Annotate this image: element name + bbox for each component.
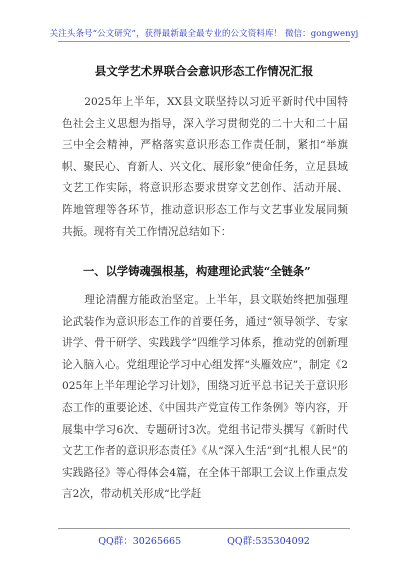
section-1-paragraph: 理论清醒方能政治坚定。上半年，县文联始终把加强理论武装作为意识形态工作的首要任务，通过“领导领学、专家讲学、骨干研学、实践践学”四维学习体系，推动党的创新理论入脑入心。党组理论学习中心组发挥“头雁效应”，制定《2025年上半年理论学习计划》，围绕习近平总书记关于意识形态工作的重要论述、《中国共产党宣传工作条例》等内容，开展集中学习6次、专题研讨3次。党组书记带头撰写《新时代文艺工作者的意识形态责任》《从“深入生活”到“扎根人民”的实践路径》等心得体会4篇，在全体干部职工会议上作重点发言2次，带动机关形成“比学赶 [62, 294, 348, 501]
footer-qq-group-1: QQ群：30265665 [98, 536, 182, 547]
section-1-heading: 一、以学铸魂强根基，构建理论武装“全链条” [83, 264, 311, 278]
footer-qq-group-2: QQ群:535304092 [227, 536, 310, 547]
header-promo-note: 关注头条号“公文研究”，获得最新最全最专业的公文资料库！ 微信：gongwenyj [49, 29, 359, 39]
header-divider [58, 41, 350, 42]
footer-contacts [0, 533, 408, 547]
intro-paragraph: 2025年上半年，XX县文联坚持以习近平新时代中国特色社会主义思想为指导，深入学习贯彻党的二十大和二十届三中全会精神，严格落实意识形态工作责任制，紧扣“举旗帜、聚民心、育新人、兴文化、展形象”使命任务，立足县域文艺工作实际，将意识形态要求贯穿文艺创作、活动开展、阵地管理等各环节，推动意识形态工作与文艺事业发展同频共振。现将有关工作情况总结如下： [62, 96, 348, 238]
footer-divider [58, 528, 350, 529]
document-title: 县文学艺术界联合会意识形态工作情况汇报 [94, 64, 314, 78]
